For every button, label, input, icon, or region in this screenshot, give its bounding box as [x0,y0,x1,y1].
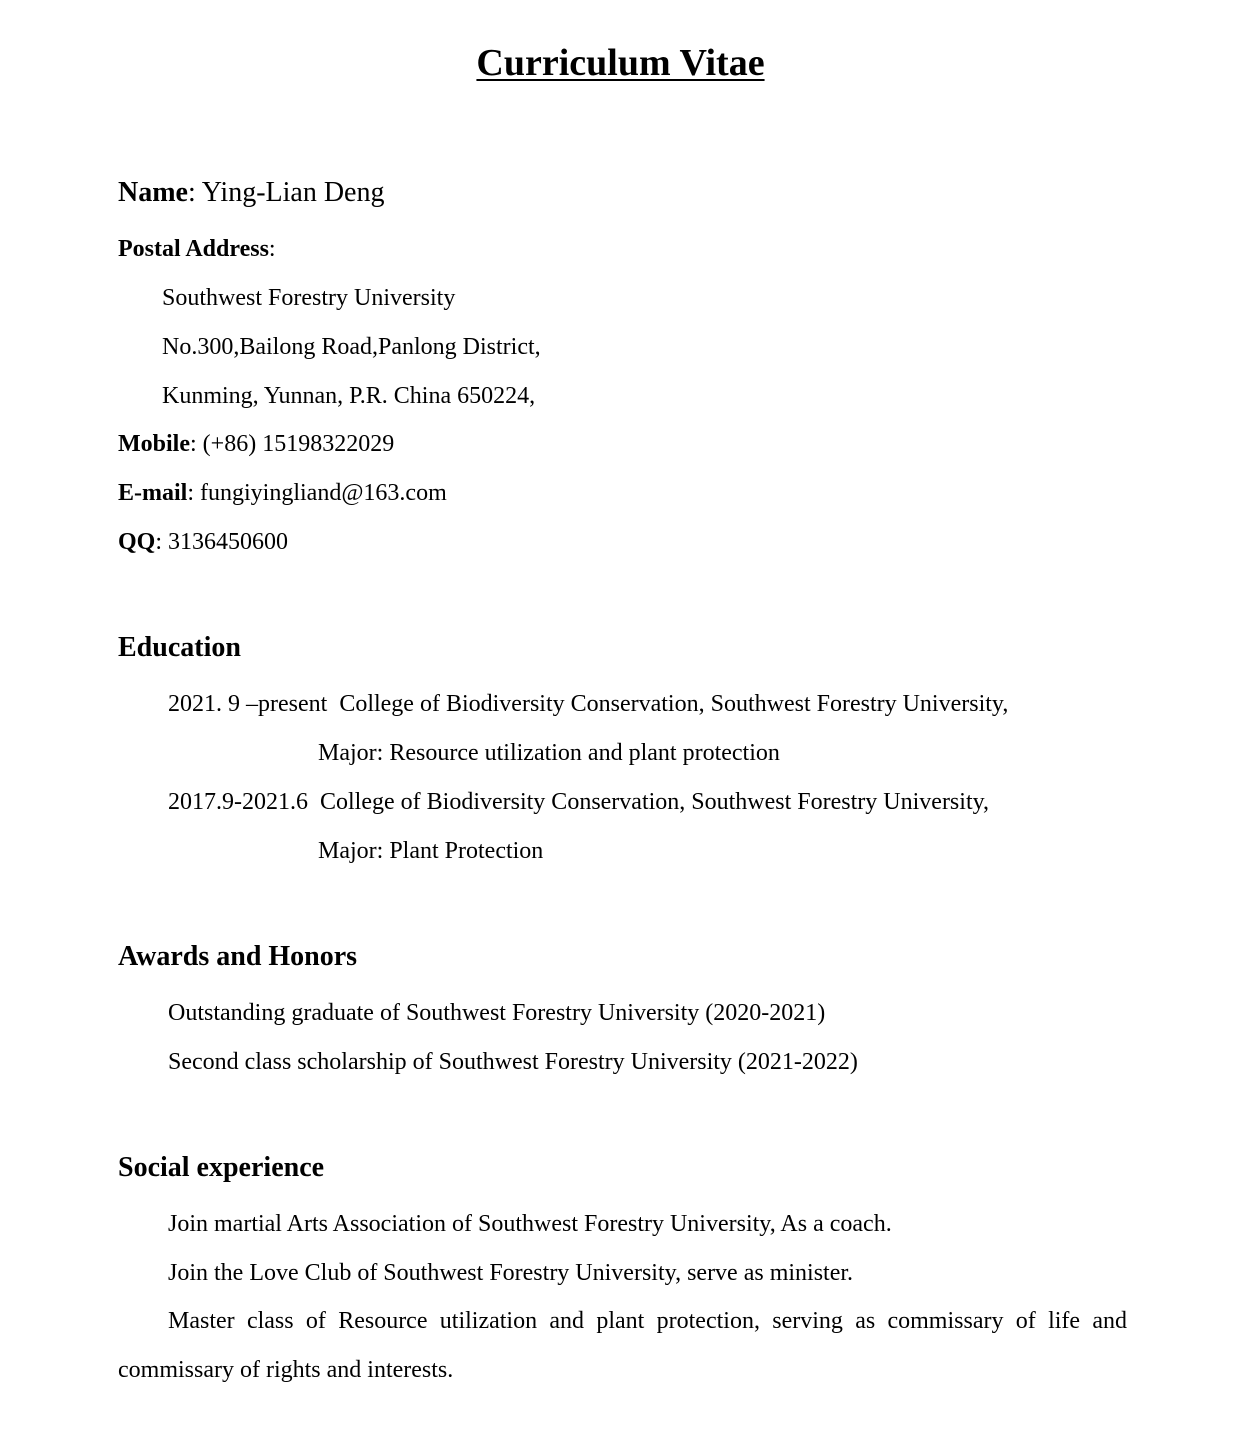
education-major-1: Major: Resource utilization and plant protection [318,740,780,766]
name-label: Name [118,177,188,208]
email-value: fungiyingliand@163.com [200,480,447,506]
social-item-1: Join martial Arts Association of Southwest Forestry University, As a coach. [168,1211,892,1237]
qq-label: QQ [118,529,156,555]
awards-heading: Awards and Honors [118,941,358,972]
name-line: Name: Ying-Lian Deng [118,177,385,208]
education-period: 2021. 9 –present [168,691,328,717]
name-value: Ying-Lian Deng [201,177,385,208]
social-item-2: Join the Love Club of Southwest Forestry University, serve as minister. [168,1260,854,1286]
qq-value: 3136450600 [168,529,289,555]
education-heading: Education [118,632,241,663]
qq-line: QQ: 3136450600 [118,529,289,555]
email-label: E-mail [118,480,188,506]
award-item-2: Second class scholarship of Southwest Forestry University (2021-2022) [168,1049,858,1075]
address-line-3: Kunming, Yunnan, P.R. China 650224, [162,383,536,409]
address-line-2: No.300,Bailong Road,Panlong District, [162,334,541,360]
postal-address-label: Postal Address [118,236,269,262]
education-entry-2 [168,787,989,817]
social-heading: Social experience [118,1152,325,1183]
education-institution: College of Biodiversity Conservation, Southwest Forestry University, [339,691,1009,717]
social-item-3: Master class of Resource utilization and plant protection, serving as commissary of life and commissary of rights and interests. [118,1308,1127,1383]
postal-address-line: Postal Address: [118,236,276,262]
mobile-label: Mobile [118,431,190,457]
education-institution: College of Biodiversity Conservation, Southwest Forestry University, [320,789,990,815]
award-item-1: Outstanding graduate of Southwest Forestry University (2020-2021) [168,1000,826,1026]
mobile-value: (+86) 15198322029 [202,431,395,457]
mobile-line: Mobile: (+86) 15198322029 [118,431,395,457]
education-major-2: Major: Plant Protection [318,838,544,864]
address-line-1: Southwest Forestry University [162,285,456,311]
education-entry-1 [168,689,1008,719]
email-line: E-mail: fungiyingliand@163.com [118,480,447,506]
document-title: Curriculum Vitae [476,42,765,84]
education-period: 2017.9-2021.6 [168,789,308,815]
